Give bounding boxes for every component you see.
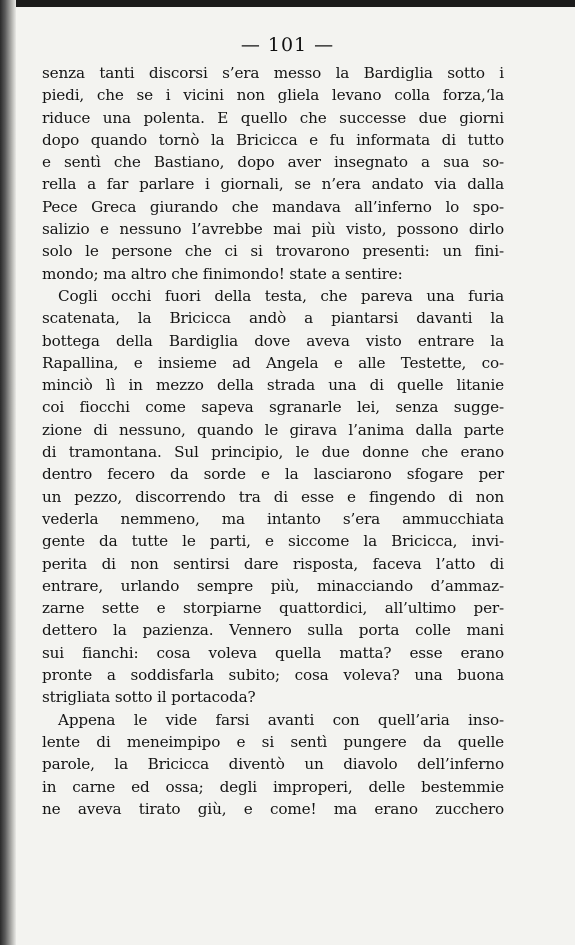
text-line: Rapallina, e insieme ad Angela e alle Testette, co- xyxy=(42,353,504,372)
text-line: Appena le vide farsi avanti con quell’aria inso- xyxy=(58,710,504,729)
text-line: ne aveva tirato giù, e come! ma erano zucchero xyxy=(42,799,504,818)
text-line: coi fiocchi come sapeva sgranarle lei, senza sugge- xyxy=(42,398,504,417)
text-line: piedi, che se i vicini non gliela levano colla forza,‘la xyxy=(42,86,504,105)
text-line: in carne ed ossa; degli improperi, delle bestemmie xyxy=(42,777,504,796)
text-line: gente da tutte le parti, e siccome la Bricicca, invi- xyxy=(42,532,504,551)
text-line: strigliata sotto il portacoda? xyxy=(42,688,256,707)
text-line: Pece Greca giurando che mandava all’inferno lo spo- xyxy=(42,197,504,216)
text-line: parole, la Bricicca diventò un diavolo dell’inferno xyxy=(42,755,504,774)
text-line: vederla nemmeno, ma intanto s’era ammucchiata xyxy=(42,509,504,528)
text-line: mondo; ma altro che finimondo! state a sentire: xyxy=(42,264,403,283)
text-line: e sentì che Bastiano, dopo aver insegnato a sua so- xyxy=(42,153,504,172)
page-body-text xyxy=(42,62,504,820)
text-line: minciò lì in mezzo della strada una di quelle litanie xyxy=(42,376,504,395)
text-line: Cogli occhi fuori della testa, che pareva una furia xyxy=(58,286,504,305)
page-top-edge-shadow xyxy=(0,0,575,7)
text-line: bottega della Bardiglia dove aveva visto entrare la xyxy=(42,331,504,350)
text-line: un pezzo, discorrendo tra di esse e fingendo di non xyxy=(42,487,504,506)
text-line: entrare, urlando sempre più, minacciando d’ammaz- xyxy=(42,576,504,595)
text-line: pronte a soddisfarla subito; cosa voleva? una buona xyxy=(42,666,504,685)
text-line: riduce una polenta. E quello che successe due giorni xyxy=(42,108,504,127)
text-line: perita di non sentirsi dare risposta, faceva l’atto di xyxy=(42,554,504,573)
text-line: senza tanti discorsi s’era messo la Bardiglia sotto i xyxy=(42,64,504,82)
text-line: zarne sette e storpiarne quattordici, all’ultimo per- xyxy=(42,599,504,618)
text-line: dentro fecero da sorde e la lasciarono sfogare per xyxy=(42,465,504,484)
text-line: dopo quando tornò la Bricicca e fu informata di tutto xyxy=(42,130,504,149)
text-line: di tramontana. Sul principio, le due donne che erano xyxy=(42,443,504,462)
text-line: solo le persone che ci si trovarono presenti: un fini- xyxy=(42,242,504,261)
text-line: sui fianchi: cosa voleva quella matta? esse erano xyxy=(42,643,504,662)
text-line: scatenata, la Bricicca andò a piantarsi davanti la xyxy=(42,309,504,328)
page-binding-shadow xyxy=(0,0,16,945)
text-line: zione di nessuno, quando le girava l’anima dalla parte xyxy=(42,420,504,439)
text-line: lente di meneimpipo e si sentì pungere da quelle xyxy=(42,732,504,751)
text-line: dettero la pazienza. Vennero sulla porta colle mani xyxy=(42,621,504,640)
text-line: rella a far parlare i giornali, se n’era andato via dalla xyxy=(42,175,504,194)
text-line: salizio e nessuno l’avrebbe mai più visto, possono dirlo xyxy=(42,220,504,239)
page-number: — 101 — xyxy=(240,34,335,56)
